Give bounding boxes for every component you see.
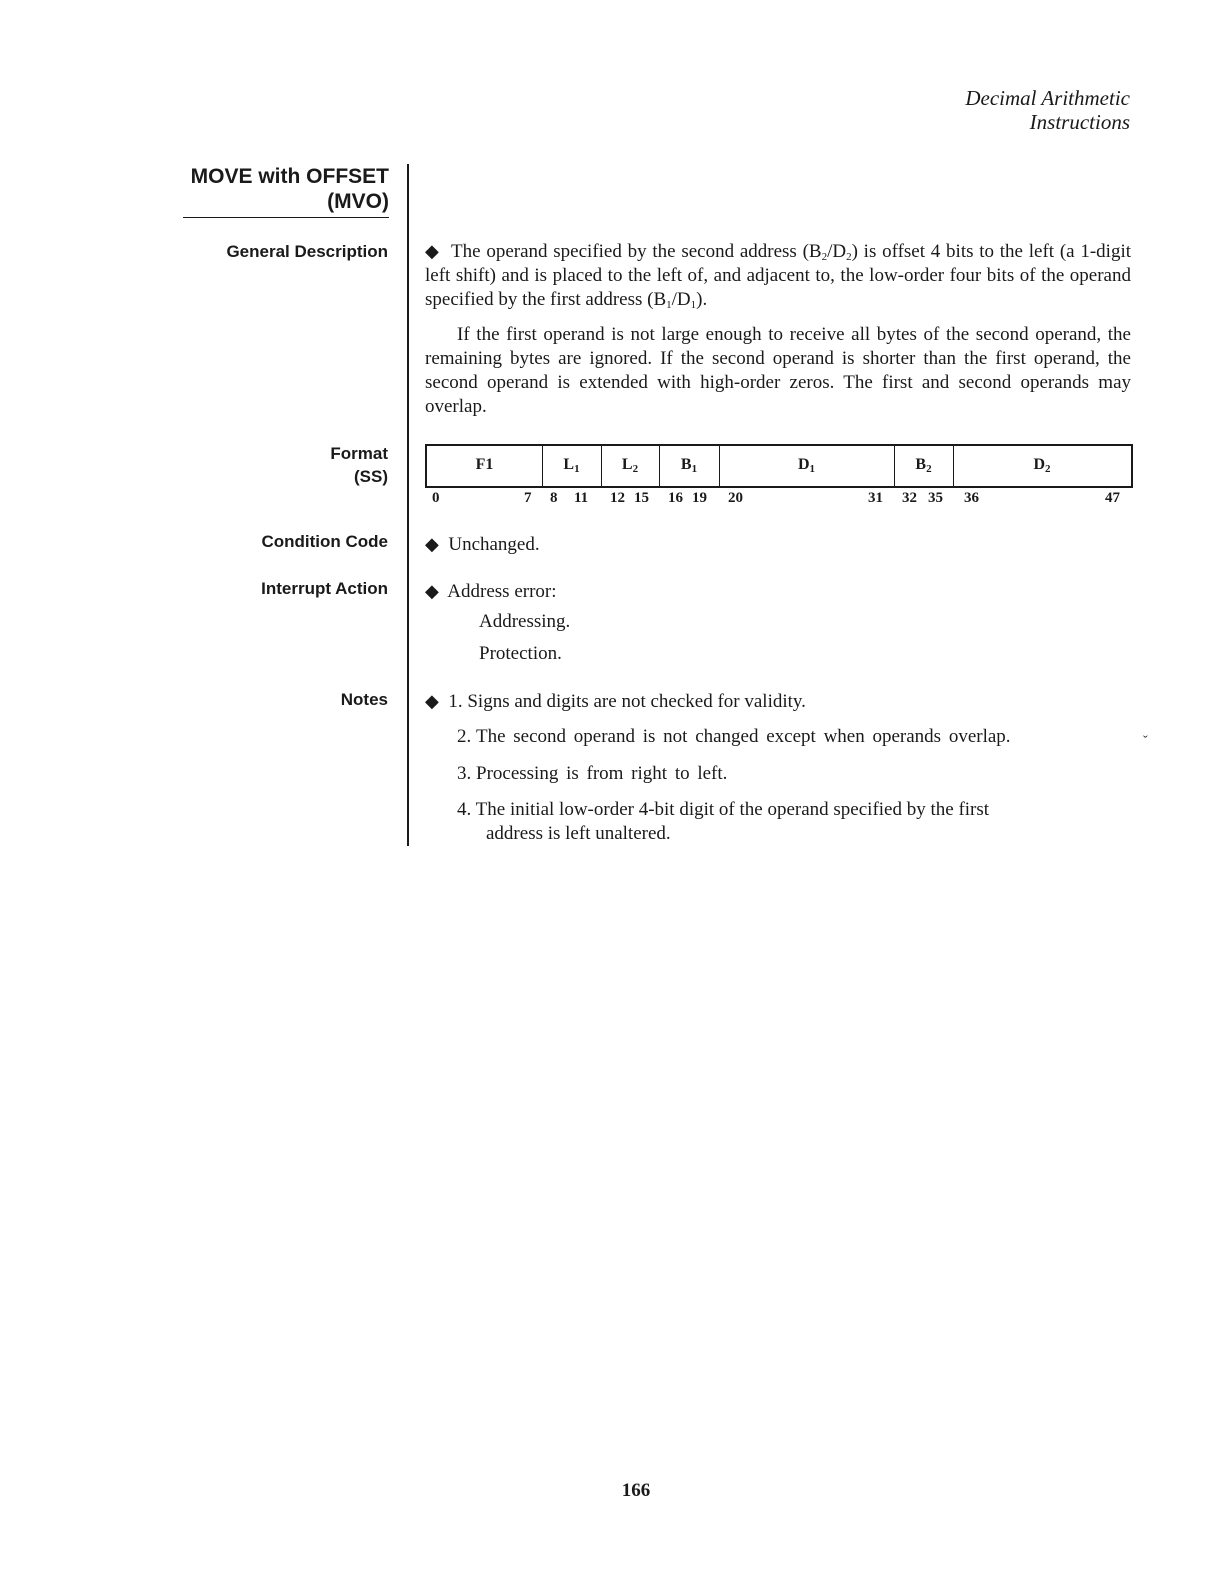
note-text: Processing is from right to left.: [476, 763, 728, 784]
bit-position: 31: [868, 490, 883, 506]
desc-sub: 2: [846, 251, 852, 263]
format-field-sub: 1: [574, 463, 580, 475]
desc-text-d: /D: [671, 289, 691, 310]
format-field: [601, 446, 660, 486]
desc-sub: 1: [690, 299, 697, 311]
interrupt-action-text: [425, 579, 557, 604]
instruction-format-diagram: [425, 444, 1133, 488]
desc-text-c: ) is offset 4 bits to the left (a 1-digit left shift) and is placed to the left of, and adjacent to, the low-order four bits of the operand specified by the first address (B: [425, 241, 1131, 310]
format-field: [719, 446, 895, 486]
instruction-title-name: MOVE with OFFSET: [190, 165, 389, 188]
label-general-description: General Description: [226, 242, 388, 261]
interrupt-action-item: Protection.: [479, 643, 562, 664]
note-item: [457, 798, 989, 822]
note-text: Signs and digits are not checked for validity.: [467, 691, 806, 712]
diamond-bullet-icon: ◆: [425, 534, 439, 554]
general-description-paragraph-1: [425, 239, 1131, 312]
desc-sub: 1: [666, 299, 672, 311]
note-text: The initial low-order 4-bit digit of the operand specified by the first: [475, 799, 990, 820]
format-field: [659, 446, 720, 486]
bit-position: 36: [964, 490, 979, 506]
note-text-continued: address is left unaltered.: [486, 823, 671, 844]
format-field-sub: 2: [632, 463, 639, 475]
instruction-title-mnemonic: (MVO): [327, 190, 389, 213]
bit-position: 35: [928, 490, 943, 506]
note-text: The second operand is not changed except when operands overlap.: [476, 726, 1011, 747]
condition-code-value: Unchanged.: [448, 534, 540, 555]
format-field-label: D: [797, 456, 810, 473]
note-number: 2.: [457, 726, 472, 747]
desc-sub: 2: [821, 251, 828, 263]
interrupt-action-item: Addressing.: [479, 611, 571, 632]
note-item: [425, 689, 806, 714]
running-header-line1: Decimal Arithmetic: [965, 86, 1130, 110]
diamond-bullet-icon: ◆: [425, 581, 439, 601]
label-format-text: Format: [330, 444, 388, 463]
format-field-sub: 2: [1045, 463, 1051, 475]
format-field: [542, 446, 602, 486]
format-field-label: D: [1033, 456, 1046, 473]
bit-position: 32: [902, 490, 917, 506]
note-number: 4.: [457, 799, 472, 820]
general-description-paragraph-2: If the first operand is not large enough to receive all bytes of the second operand, the remaining bytes are ignored. If the second operand is shorter than the first operand, the second operand is extended with high-order zeros. The first and second operands may overlap.: [425, 324, 1131, 417]
format-field-sub: 2: [926, 463, 932, 475]
note-item: [457, 762, 727, 786]
stray-mark: ˇ: [1143, 734, 1148, 749]
bit-position: 0: [432, 490, 440, 506]
interrupt-action-value: Address error:: [447, 581, 557, 602]
label-condition-code: Condition Code: [261, 532, 388, 551]
bit-position: 8: [550, 490, 558, 506]
desc-text-e: ).: [696, 289, 708, 310]
bit-position: 20: [728, 490, 743, 506]
label-format-type: (SS): [354, 467, 388, 486]
bit-position: 15: [634, 490, 649, 506]
note-number: 3.: [457, 763, 472, 784]
label-notes: Notes: [340, 690, 388, 709]
bit-position: 16: [668, 490, 683, 506]
note-number: 1.: [448, 691, 463, 712]
bit-position: 19: [692, 490, 707, 506]
desc-text-a: The operand specified by the second address (B: [451, 241, 822, 262]
format-field: [894, 446, 954, 486]
instruction-title: [183, 164, 389, 218]
note-item: [457, 725, 1011, 749]
format-field: [427, 446, 543, 486]
format-field-sub: 1: [809, 463, 816, 475]
bit-position: 11: [574, 490, 589, 506]
label-format: [330, 442, 388, 488]
vertical-divider: [407, 164, 409, 846]
running-header: [965, 86, 1130, 134]
bit-position: 7: [524, 490, 532, 506]
format-field-label: L: [563, 456, 575, 473]
format-field-label: F1: [475, 456, 494, 473]
bit-position: 12: [610, 490, 625, 506]
format-field-label: B: [680, 456, 692, 473]
page-number: 166: [621, 1480, 651, 1501]
format-field-sub: 1: [691, 463, 698, 475]
label-interrupt-action: Interrupt Action: [261, 579, 388, 598]
format-field-label: B: [915, 456, 927, 473]
general-description: [425, 239, 1131, 419]
running-header-line2: Instructions: [1029, 110, 1130, 134]
desc-text-b: /D: [827, 241, 847, 262]
format-field: [953, 446, 1131, 486]
diamond-bullet-icon: ◆: [425, 241, 440, 261]
format-field-label: L: [621, 456, 633, 473]
diamond-bullet-icon: ◆: [425, 691, 439, 711]
bit-position: 47: [1105, 490, 1120, 506]
condition-code-text: [425, 532, 540, 557]
